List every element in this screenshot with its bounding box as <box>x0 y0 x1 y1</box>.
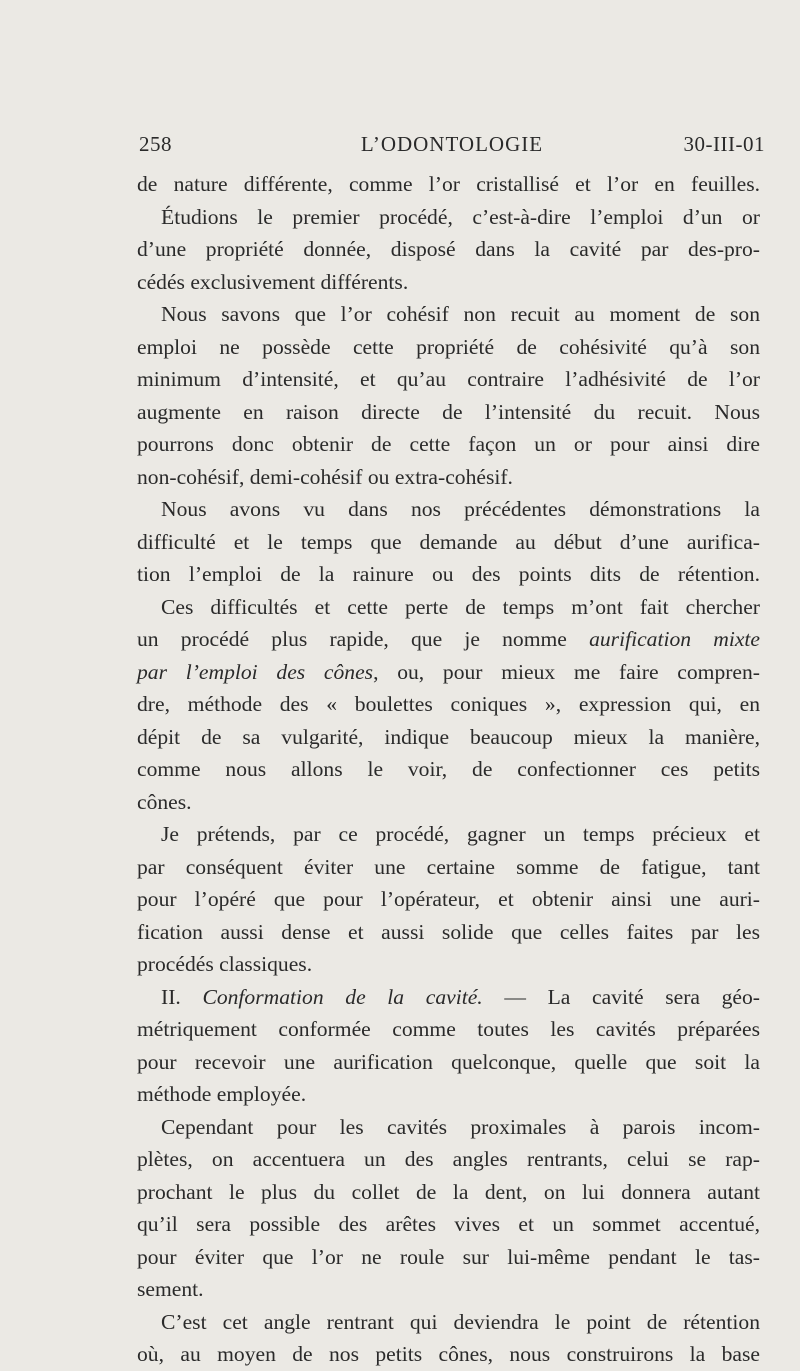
text-line: méthode employée. <box>137 1082 307 1106</box>
text-line: comme nous allons le voir, de confectionner ces petits <box>137 757 760 781</box>
text-line: d’une propriété donnée, disposé dans la cavité par des-pro- <box>137 237 760 261</box>
text-span: , ou, pour mieux me faire compren- <box>373 659 760 684</box>
text-line: sement. <box>137 1277 204 1301</box>
text-line: fication aussi dense et aussi solide que celles faites par les <box>137 919 760 944</box>
page-number: 258 <box>139 132 172 156</box>
text-line: où, au moyen de nos petits cônes, nous construirons la base <box>137 1342 760 1366</box>
text-line: minimum d’intensité, et qu’au contraire l’adhésivité de l’or <box>137 367 760 391</box>
text-line: pourrons donc obtenir de cette façon un or pour ainsi dire <box>137 432 760 456</box>
text-line: Nous savons que l’or cohésif non recuit au moment de son <box>161 302 760 326</box>
text-line: C’est cet angle rentrant qui deviendra le point de rétention <box>161 1309 760 1334</box>
text-line: Étudions le premier procédé, c’est-à-dire l’emploi d’un or <box>161 204 760 229</box>
text-line: métriquement conformée comme toutes les cavités préparées <box>137 1017 760 1041</box>
text-line: Ces difficultés et cette perte de temps m’ont fait chercher <box>161 594 760 619</box>
text-span: — La cavité sera géo- <box>482 984 760 1009</box>
text-line: prochant le plus du collet de la dent, on lui donnera autant <box>137 1179 760 1204</box>
body-text <box>137 168 760 1371</box>
text-line: pour recevoir une aurification quelconque, quelle que soit la <box>137 1049 760 1074</box>
text-line: plètes, on accentuera un des angles rentrants, celui se rap- <box>137 1147 760 1171</box>
running-header <box>139 132 765 162</box>
text-line: Cependant pour les cavités proximales à parois incom- <box>161 1114 760 1139</box>
section-title: Conformation de la cavité. <box>202 984 483 1009</box>
text-line: cédés exclusivement différents. <box>137 269 409 294</box>
text-line: Nous avons vu dans nos précédentes démonstrations la <box>161 497 760 521</box>
text-line: difficulté et le temps que demande au début d’une aurifica- <box>137 529 760 554</box>
text-line: qu’il sera possible des arêtes vives et un sommet accentué, <box>137 1212 760 1236</box>
text-line: de nature différente, comme l’or cristallisé et l’or en feuilles. <box>137 172 760 196</box>
italic-term: par l’emploi des cônes <box>137 659 374 684</box>
text-line: procédés classiques. <box>137 952 313 976</box>
journal-title: L’ODONTOLOGIE <box>360 132 544 156</box>
text-line: augmente en raison directe de l’intensité du recuit. Nous <box>137 399 760 424</box>
text-span: un procédé plus rapide, que je nomme <box>137 627 590 651</box>
italic-term: aurification mixte <box>589 627 760 651</box>
text-line <box>137 656 760 689</box>
text-line: par conséquent éviter une certaine somme de fatigue, tant <box>137 854 760 879</box>
text-line: pour éviter que l’or ne roule sur lui-même pendant le tas- <box>137 1244 760 1269</box>
text-line: pour l’opéré que pour l’opérateur, et obtenir ainsi une auri- <box>137 887 760 911</box>
text-line: Je prétends, par ce procédé, gagner un temps précieux et <box>161 822 760 846</box>
text-line <box>137 623 760 656</box>
section-heading-line <box>137 981 760 1014</box>
text-line: cônes. <box>137 789 192 814</box>
section-number: II. <box>161 984 203 1009</box>
issue-date: 30-III-01 <box>683 132 765 156</box>
text-line: tion l’emploi de la rainure ou des points dits de rétention. <box>137 562 760 586</box>
text-line: dre, méthode des « boulettes coniques », expression qui, en <box>137 692 760 716</box>
text-line: non-cohésif, demi-cohésif ou extra-cohésif. <box>137 464 513 489</box>
text-line: emploi ne possède cette propriété de cohésivité qu’à son <box>137 334 760 359</box>
text-line: dépit de sa vulgarité, indique beaucoup mieux la manière, <box>137 724 760 749</box>
